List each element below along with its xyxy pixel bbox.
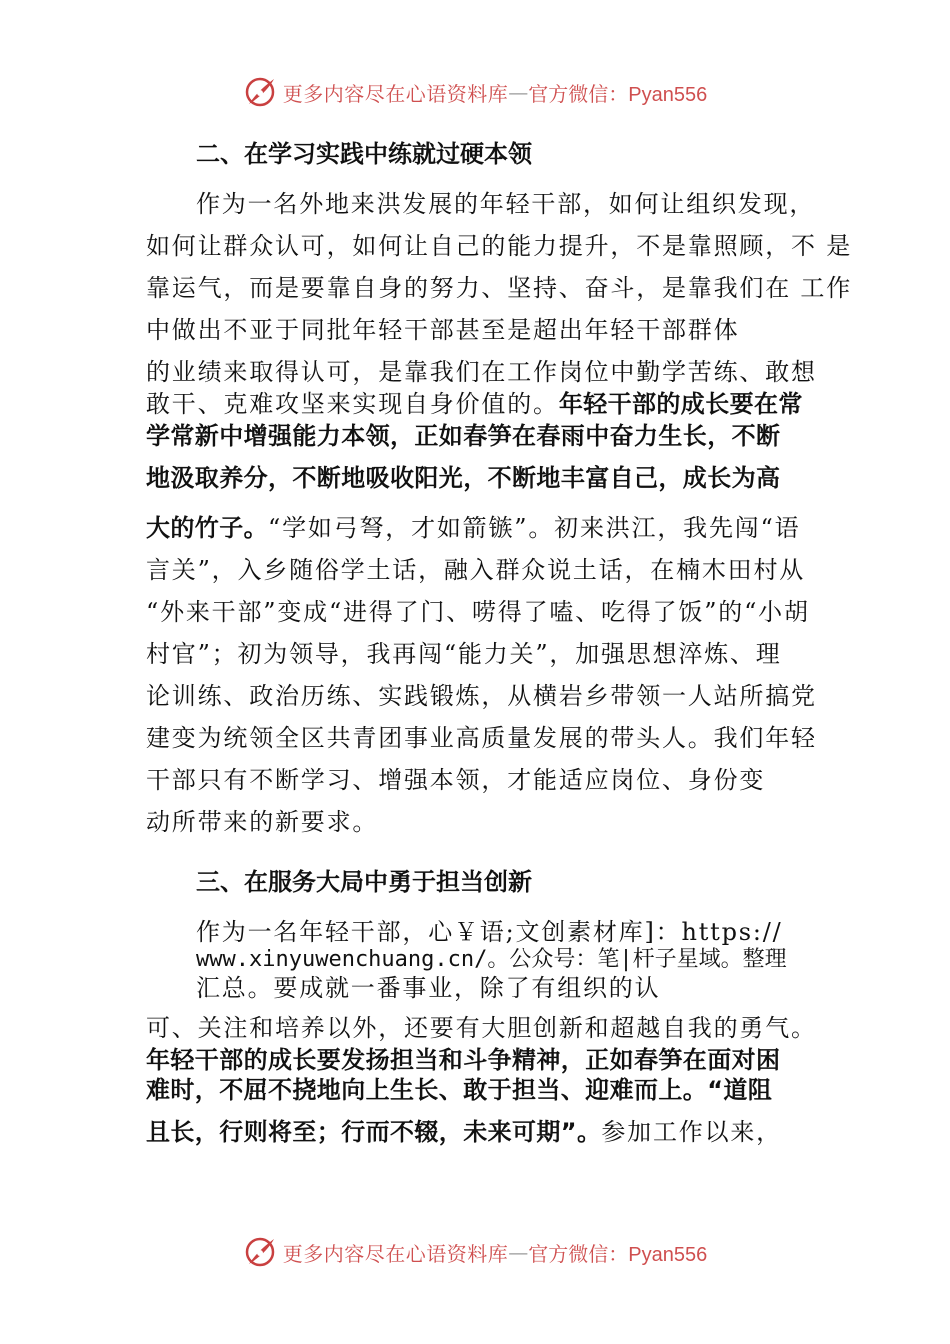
body-line: www.xinyuwenchuang.cn/。公众号：笔|杆子星域。整理 (196, 947, 787, 972)
feather-seal-icon (243, 75, 277, 109)
emphasis-text: 大的竹子。 (146, 514, 268, 542)
section-heading-2: 二、在学习实践中练就过硬本领 (196, 140, 532, 168)
body-line: 动所带来的新要求。 (146, 808, 379, 836)
body-line: 中做出不亚于同批年轻干部甚至是超出年轻干部群体 (146, 316, 740, 344)
body-text: 参加工作以来， (601, 1118, 782, 1146)
body-line (146, 1116, 782, 1148)
header-watermark (0, 72, 950, 112)
body-line: 作为一名年轻干部，心￥语;文创素材库]：https:// (196, 918, 783, 946)
feather-seal-icon (243, 1235, 277, 1269)
body-text: “学如弓弩，才如箭镞”。初来洪江，我先闯“语 (268, 514, 801, 542)
emphasis-line: 地汲取养分，不断地吸收阳光，不断地丰富自己，成长为高 (146, 464, 781, 492)
body-line: 言关”，入乡随俗学土话，融入群众说土话，在楠木田村从 (146, 556, 806, 584)
body-line: 如何让群众认可，如何让自己的能力提升，不是靠照顾，不 是 (146, 232, 853, 260)
watermark-separator: — (508, 1240, 529, 1264)
body-line (146, 512, 800, 544)
body-line: 干部只有不断学习、增强本领，才能适应岗位、身份变 (146, 766, 766, 794)
watermark-text: 更多内容尽在心语资料库 (282, 81, 509, 106)
body-line: 论训练、政治历练、实践锻炼，从横岩乡带领一人站所搞党 (146, 682, 817, 710)
body-line (146, 388, 803, 420)
body-text: 敢干、克难攻坚来实现自身价值的。 (146, 390, 559, 418)
body-line: 靠运气，而是要靠自身的努力、坚持、奋斗，是靠我们在 工作 (146, 274, 853, 302)
watermark-wechat: 官方微信：Pyan556 (528, 1243, 708, 1266)
watermark-separator: — (508, 80, 529, 104)
emphasis-line: 年轻干部的成长要发扬担当和斗争精神，正如春笋在面对困 (146, 1046, 781, 1074)
body-line: 可、关注和培养以外，还要有大胆创新和超越自我的勇气。 (146, 1014, 817, 1042)
body-line: 的业绩来取得认可，是靠我们在工作岗位中勤学苦练、敢想 (146, 358, 817, 386)
body-line: 建变为统领全区共青团事业高质量发展的带头人。我们年轻 (146, 724, 817, 752)
body-line: 作为一名外地来洪发展的年轻干部，如何让组织发现， (196, 190, 816, 218)
emphasis-text: 且长，行则将至；行而不辍，未来可期”。 (146, 1118, 602, 1146)
watermark-wechat: 官方微信：Pyan556 (528, 83, 708, 106)
body-line: 汇总。要成就一番事业，除了有组织的认 (196, 974, 661, 1002)
body-line: “外来干部”变成“进得了门、唠得了嗑、吃得了饭”的“小胡 (146, 598, 810, 626)
emphasis-text: 年轻干部的成长要在常 (558, 390, 803, 418)
emphasis-line: 学常新中增强能力本领，正如春笋在春雨中奋力生长，不断 (146, 422, 781, 450)
footer-watermark (0, 1232, 950, 1272)
watermark-text: 更多内容尽在心语资料库 (282, 1241, 509, 1266)
section-heading-3: 三、在服务大局中勇于担当创新 (196, 868, 532, 896)
body-line: 村官”；初为领导，我再闯“能力关”，加强思想淬炼、理 (146, 640, 782, 668)
emphasis-line: 难时，不屈不挠地向上生长、敢于担当、迎难而上。“道阻 (146, 1076, 773, 1104)
